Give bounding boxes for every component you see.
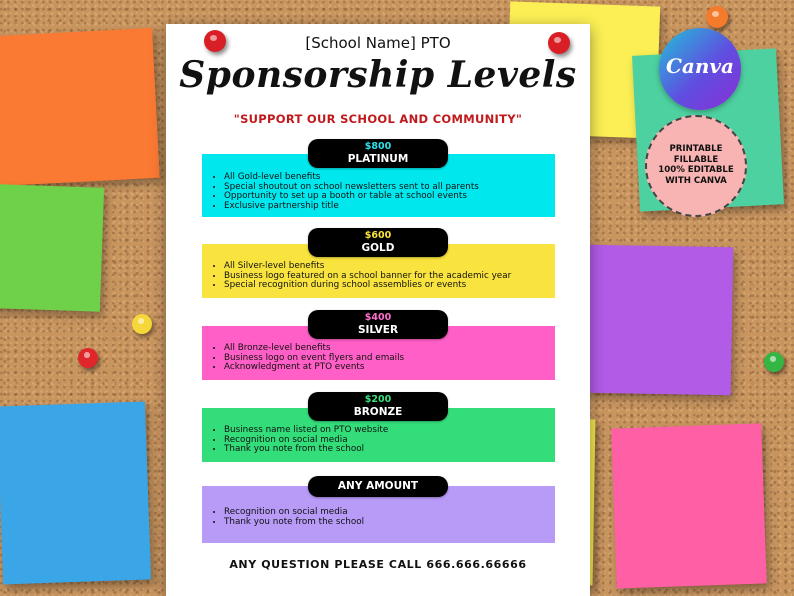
- benefit-item: • Thank you note from the school: [224, 445, 555, 455]
- level-name: GOLD: [361, 242, 395, 254]
- level-price: $800: [364, 141, 392, 152]
- badge-line: WITH CANVA: [665, 175, 727, 186]
- benefit-item: • Business logo featured on a school banner for the academic year: [224, 272, 555, 282]
- level-name: BRONZE: [353, 406, 403, 418]
- benefit-item: • Thank you note from the school: [224, 518, 555, 528]
- sticky-note-pink: [611, 423, 766, 588]
- benefit-item: • Acknowledgment at PTO events: [224, 363, 555, 373]
- benefit-item: • Opportunity to set up a booth or table at school events: [224, 192, 555, 202]
- contact-footer: ANY QUESTION PLEASE CALL 666.666.66666: [229, 558, 527, 571]
- level-name: SILVER: [357, 324, 399, 336]
- level-price: $200: [364, 394, 392, 405]
- badge-line: PRINTABLE: [669, 144, 723, 154]
- level-pill-platinum: [308, 139, 448, 168]
- level-pill-any-amount: [308, 476, 448, 497]
- level-pill-gold: [308, 228, 448, 257]
- tagline: "SUPPORT OUR SCHOOL AND COMMUNITY": [233, 112, 523, 126]
- benefit-item: • Recognition on social media: [224, 508, 555, 518]
- benefit-item: • Recognition on social media: [224, 436, 555, 446]
- pushpin-red: [78, 348, 98, 368]
- canva-logo-text: Canva: [666, 54, 734, 78]
- benefit-item: • Special recognition during school assemblies or events: [224, 281, 555, 291]
- editable-badge: [645, 115, 747, 217]
- benefit-item: • Exclusive partnership title: [224, 202, 555, 212]
- badge-line: FILLABLE: [673, 154, 719, 165]
- pushpin-orange: [706, 6, 728, 28]
- pushpin-yellow: [132, 314, 152, 334]
- level-name: ANY AMOUNT: [337, 480, 419, 492]
- level-pill-silver: [308, 310, 448, 339]
- benefit-item: • All Silver-level benefits: [224, 262, 555, 272]
- benefit-item: • Business logo on event flyers and emails: [224, 354, 555, 364]
- sticky-note-green: [0, 184, 104, 312]
- canva-logo: [659, 28, 741, 110]
- benefit-item: • All Gold-level benefits: [224, 173, 555, 183]
- benefit-item: • Special shoutout on school newsletters sent to all parents: [224, 183, 555, 193]
- level-price: $600: [364, 230, 392, 241]
- school-name-line: [School Name] PTO: [305, 34, 451, 52]
- pushpin-green: [764, 352, 784, 372]
- level-name: PLATINUM: [347, 153, 409, 165]
- sticky-note-purple: [587, 245, 734, 395]
- badge-line: 100% EDITABLE: [658, 165, 734, 175]
- benefit-item: • Business name listed on PTO website: [224, 426, 555, 436]
- benefit-item: • All Bronze-level benefits: [224, 344, 555, 354]
- level-price: $400: [364, 312, 392, 323]
- sponsorship-flyer: [166, 24, 590, 596]
- page-title: Sponsorship Levels: [179, 54, 577, 96]
- sticky-note-blue: [0, 401, 151, 584]
- level-pill-bronze: [308, 392, 448, 421]
- sticky-note-orange: [0, 28, 160, 186]
